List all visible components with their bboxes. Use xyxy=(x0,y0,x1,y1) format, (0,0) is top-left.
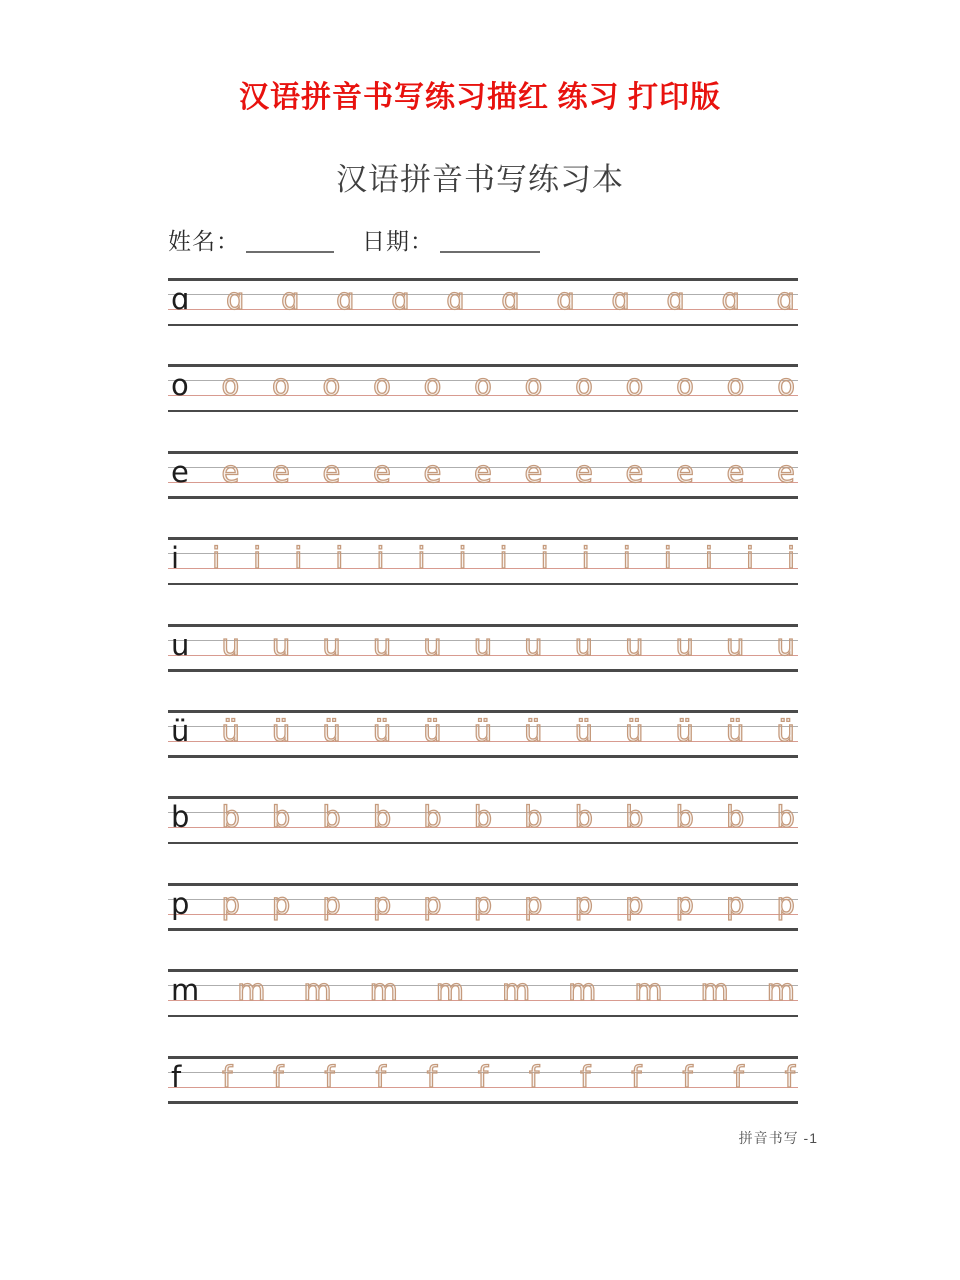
trace-letter: i xyxy=(704,541,713,576)
trace-letter: b xyxy=(725,800,745,835)
name-date-row xyxy=(168,226,540,256)
trace-letter: p xyxy=(625,886,644,921)
trace-letter: ɑ xyxy=(281,282,300,316)
trace-letter: ɑ xyxy=(391,282,410,316)
trace-letter: ü xyxy=(776,713,795,748)
trace-letter: e xyxy=(423,454,442,489)
letter-strip xyxy=(171,883,795,931)
trace-letter: i xyxy=(212,541,221,576)
trace-letter: f xyxy=(784,1059,795,1094)
letter-strip xyxy=(171,451,795,499)
model-letter: u xyxy=(171,627,190,662)
trace-letter: b xyxy=(574,800,594,835)
trace-letter: u xyxy=(776,627,795,662)
trace-letter: i xyxy=(745,541,754,576)
trace-letter: ü xyxy=(271,713,291,748)
model-letter: b xyxy=(171,800,190,835)
trace-letter: i xyxy=(376,541,385,576)
letter-strip xyxy=(171,710,795,758)
trace-letter: m xyxy=(634,973,663,1008)
practice-row-a xyxy=(168,278,798,326)
trace-letter: b xyxy=(675,800,694,835)
trace-letter: e xyxy=(575,454,593,489)
trace-letter: o xyxy=(474,368,492,403)
letter-strip xyxy=(171,624,795,672)
trace-letter: u xyxy=(574,627,594,662)
date-blank-line xyxy=(440,233,540,253)
practice-row-o xyxy=(168,364,798,412)
trace-letter: ü xyxy=(473,713,493,748)
practice-row-b xyxy=(168,796,798,844)
trace-letter: ü xyxy=(725,713,745,748)
trace-letter: i xyxy=(622,541,631,576)
trace-letter: p xyxy=(524,886,543,921)
trace-letter: u xyxy=(322,627,341,662)
trace-letter: o xyxy=(625,368,644,403)
trace-letter: b xyxy=(271,800,291,835)
trace-letter: b xyxy=(221,800,240,835)
trace-letter: ü xyxy=(524,713,543,748)
trace-letter: ü xyxy=(423,713,442,748)
trace-letter: u xyxy=(271,627,291,662)
trace-letter: i xyxy=(786,541,795,576)
letter-strip xyxy=(171,1056,795,1104)
trace-letter: ɑ xyxy=(501,282,520,316)
page-title: 汉语拼音书写练习描红 练习 打印版 xyxy=(239,81,721,114)
model-letter: ü xyxy=(171,713,190,748)
trace-letter: u xyxy=(725,627,745,662)
trace-letter: o xyxy=(423,368,442,403)
trace-letter: f xyxy=(273,1059,284,1094)
trace-letter: p xyxy=(322,886,341,921)
trace-letter: e xyxy=(221,454,240,489)
trace-letter: p xyxy=(423,886,442,921)
letter-strip xyxy=(171,796,795,844)
trace-letter: e xyxy=(373,454,391,489)
trace-letter: ü xyxy=(675,713,694,748)
trace-letter: p xyxy=(372,886,392,921)
trace-letter: ɑ xyxy=(721,282,740,316)
trace-letter: u xyxy=(423,627,442,662)
trace-letter: m xyxy=(700,973,729,1008)
trace-letter: u xyxy=(221,627,240,662)
trace-letter: ɑ xyxy=(446,282,465,316)
trace-letter: i xyxy=(417,541,426,576)
trace-letter: m xyxy=(766,973,795,1008)
practice-rows xyxy=(168,278,798,1142)
trace-letter: ü xyxy=(625,713,644,748)
trace-letter: f xyxy=(375,1059,386,1094)
model-letter: i xyxy=(171,541,180,576)
trace-letter: m xyxy=(568,973,597,1008)
trace-letter: b xyxy=(322,800,341,835)
trace-letter: b xyxy=(473,800,493,835)
trace-letter: i xyxy=(294,541,303,576)
trace-letter: ɑ xyxy=(666,282,685,316)
trace-letter: m xyxy=(435,973,464,1008)
trace-letter: o xyxy=(777,368,795,403)
trace-letter: u xyxy=(625,627,644,662)
trace-letter: o xyxy=(676,368,694,403)
trace-letter: o xyxy=(575,368,593,403)
practice-row-i xyxy=(168,537,798,585)
model-letter: f xyxy=(171,1059,182,1094)
trace-letter: e xyxy=(272,454,290,489)
page-number: 拼音书写 -1 xyxy=(738,1130,818,1146)
trace-letter: o xyxy=(221,368,240,403)
trace-letter: u xyxy=(524,627,543,662)
trace-letter: f xyxy=(733,1059,744,1094)
practice-row-e xyxy=(168,451,798,499)
trace-letter: m xyxy=(303,973,332,1008)
model-letter: o xyxy=(171,368,189,403)
letter-strip xyxy=(171,969,795,1017)
letter-strip xyxy=(171,278,795,326)
trace-letter: p xyxy=(271,886,291,921)
trace-letter: f xyxy=(222,1059,233,1094)
model-letter: ɑ xyxy=(171,282,190,316)
trace-letter: e xyxy=(726,454,745,489)
trace-letter: f xyxy=(426,1059,437,1094)
trace-letter: ü xyxy=(372,713,392,748)
name-label: 姓名： xyxy=(168,228,240,254)
trace-letter: p xyxy=(473,886,493,921)
letter-strip xyxy=(171,364,795,412)
practice-row-f xyxy=(168,1056,798,1104)
trace-letter: u xyxy=(473,627,493,662)
trace-letter: ɑ xyxy=(336,282,355,316)
trace-letter: i xyxy=(581,541,590,576)
trace-letter: f xyxy=(631,1059,642,1094)
trace-letter: e xyxy=(676,454,694,489)
trace-letter: o xyxy=(373,368,391,403)
trace-letter: f xyxy=(477,1059,489,1094)
trace-letter: o xyxy=(726,368,745,403)
model-letter: p xyxy=(171,886,190,921)
trace-letter: b xyxy=(524,800,543,835)
trace-letter: p xyxy=(221,886,240,921)
trace-letter: e xyxy=(777,454,795,489)
trace-letter: b xyxy=(423,800,442,835)
trace-letter: e xyxy=(322,454,341,489)
trace-letter: m xyxy=(237,973,266,1008)
trace-letter: i xyxy=(540,541,549,576)
trace-letter: ü xyxy=(322,713,341,748)
trace-letter: i xyxy=(499,541,508,576)
date-label: 日期： xyxy=(362,228,434,254)
trace-letter: b xyxy=(776,800,795,835)
trace-letter: p xyxy=(574,886,594,921)
letter-strip xyxy=(171,537,795,585)
trace-letter: o xyxy=(322,368,341,403)
trace-letter: i xyxy=(335,541,344,576)
trace-letter: ɑ xyxy=(226,282,245,316)
practice-row-m xyxy=(168,969,798,1017)
name-blank-line xyxy=(246,233,334,253)
trace-letter: ɑ xyxy=(556,282,575,316)
trace-letter: e xyxy=(625,454,644,489)
trace-letter: m xyxy=(501,973,531,1008)
trace-letter: i xyxy=(663,541,672,576)
trace-letter: ɑ xyxy=(611,282,630,316)
model-letter: m xyxy=(171,973,200,1008)
trace-letter: b xyxy=(372,800,392,835)
trace-letter: m xyxy=(369,973,398,1008)
trace-letter: u xyxy=(675,627,694,662)
trace-letter: p xyxy=(725,886,745,921)
trace-letter: o xyxy=(524,368,543,403)
trace-letter: f xyxy=(528,1059,540,1094)
practice-row-ü xyxy=(168,710,798,758)
trace-letter: ü xyxy=(574,713,594,748)
trace-letter: b xyxy=(625,800,644,835)
trace-letter: i xyxy=(253,541,262,576)
trace-letter: ɑ xyxy=(776,282,795,316)
practice-row-u xyxy=(168,624,798,672)
trace-letter: f xyxy=(682,1059,693,1094)
practice-row-p xyxy=(168,883,798,931)
trace-letter: ü xyxy=(221,713,240,748)
trace-letter: i xyxy=(458,541,467,576)
trace-letter: o xyxy=(272,368,290,403)
trace-letter: f xyxy=(580,1059,591,1094)
trace-letter: p xyxy=(776,886,795,921)
trace-letter: f xyxy=(324,1059,335,1094)
trace-letter: e xyxy=(524,454,543,489)
model-letter: e xyxy=(171,454,189,489)
trace-letter: p xyxy=(675,886,694,921)
trace-letter: e xyxy=(474,454,492,489)
trace-letter: u xyxy=(372,627,392,662)
worksheet-subtitle: 汉语拼音书写练习本 xyxy=(336,162,624,197)
